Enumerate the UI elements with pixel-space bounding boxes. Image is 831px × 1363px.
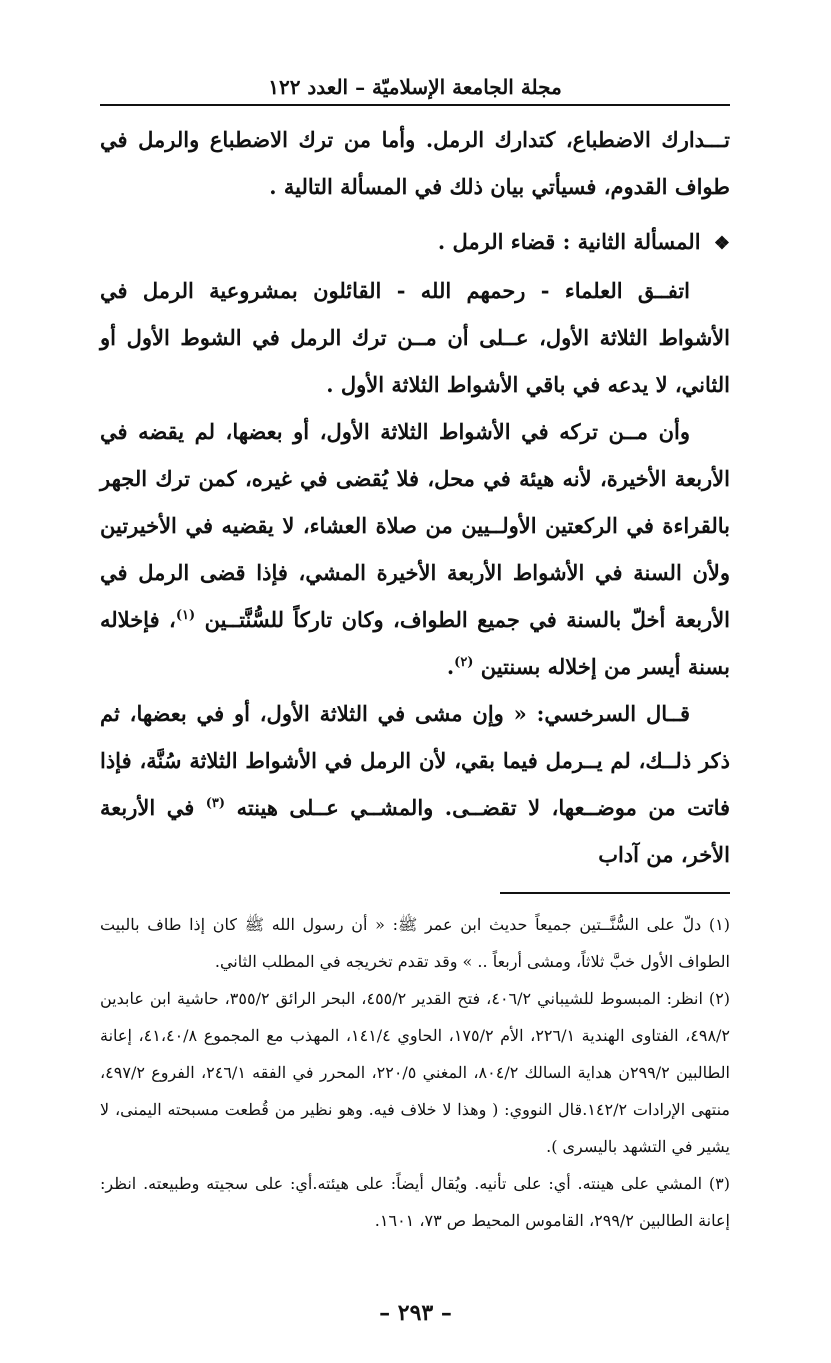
paragraph-4-text: قــال السرخسي: « وإن مشى في الثلاثة الأول، أو في بعضها، ثم ذكر ذلــك، لم يــرمل فيما بقي، لأن الرمل في الأشواط الثلاثة سُنَّة، فإذا فاتت من موضــعها، لا تقضــى. والمشــي عــلى هينته [100,701,730,820]
section-heading [100,218,730,267]
journal-title: مجلة الجامعة الإسلاميّة – العدد ١٢٢ [268,75,562,99]
footnote-ref-1[interactable]: (١) [175,608,196,623]
footnote-2: (٢) انظر: المبسوط للشيباني ٤٠٦/٢، فتح القدير ٤٥٥/٢، البحر الرائق ٣٥٥/٢، حاشية ابن عابدين ٤٩٨/٢، الفتاوى الهندية ٢٢٦/١، الأم ١٧٥/٢، الحاوي ١٤١/٤، المهذب مع المجموع ٤١،٤٠/٨، إعانة الطالبين ٢٩٩/٢ن هداية السالك ٨٠٤/٢، المغني ٢٢٠/٥، المحرر في الفقه ٢٤٦/١، الفروع ٤٩٧/٢، منتهى الإرادات ١٤٢/٢.قال النووي: ( وهذا لا خلاف فيه. وهو نظير من قُطعت مسبحته اليمنى، لا يشير في التشهد باليسرى ). [100,989,731,1156]
document-page [100,70,730,1239]
paragraph-3-end: . [446,654,455,679]
footnote-1: (١) دلّ على السُّنَّــتين جميعاً حديث ابن عمر ﷺ: « أن رسول الله ﷺ كان إذا طاف بالبيت الطواف الأول خبَّ ثلاثاً، ومشى أربعاً .. » وقد تقدم تخريجه في المطلب الثاني. [100,915,730,971]
paragraph-4 [100,690,730,878]
paragraph-2: اتفــق العلماء - رحمهم الله - القائلون بمشروعية الرمل في الأشواط الثلاثة الأول، عــلى أن مــن ترك الرمل في الشوط الأول أو الثاني، لا يدعه في باقي الأشواط الثلاثة الأول . [100,278,730,397]
footnote-3: (٣) المشي على هينته. أي: على تأنيه. ويُقال أيضاً: على هيئته.أي: على سجيته وطبيعته. انظر: إعانة الطالبين ٢٩٩/٢، القاموس المحيط ص ٧٣، ١٦٠١. [100,1174,730,1230]
footnote-ref-2[interactable]: (٢) [454,655,474,670]
paragraph-3-text: وأن مــن تركه في الأشواط الثلاثة الأول، أو بعضها، لم يقضه في الأربعة الأخيرة، لأنه هيئة في محل، فلا يُقضى في غيره، كمن ترك الجهر بالقراءة في الركعتين الأولــيين من صلاة العشاء، لا يقضيه في الأخيرتين ولأن السنة في الأشواط الأربعة الأخيرة المشي، فإذا قضى الرمل في الأربعة أخلّ بالسنة في جميع الطواف، وكان تاركاً للسُّنَّتــين [100,419,730,632]
footnotes [100,906,730,1239]
paragraph-3-text-mid: ، فإخلاله بسنة أيسر من إخلاله بسنتين [100,607,730,679]
paragraph-4-end: في الأربعة الأخر، من آداب [100,795,730,867]
footnote-separator [500,892,730,894]
main-text [100,116,730,878]
paragraph-1: تـــدارك الاضطباع، كتدارك الرمل. وأما من ترك الاضطباع والرمل في طواف القدوم، فسيأتي بيان ذلك في المسألة التالية . [100,127,730,199]
page-number: – ٢٩٣ – [379,1300,452,1326]
section-title: المسألة الثانية : قضاء الرمل . [437,229,701,254]
paragraph-3 [100,408,730,690]
running-header [100,70,730,106]
diamond-bullet-icon: ❖ [713,233,730,254]
footnote-ref-3[interactable]: (٣) [205,796,226,811]
